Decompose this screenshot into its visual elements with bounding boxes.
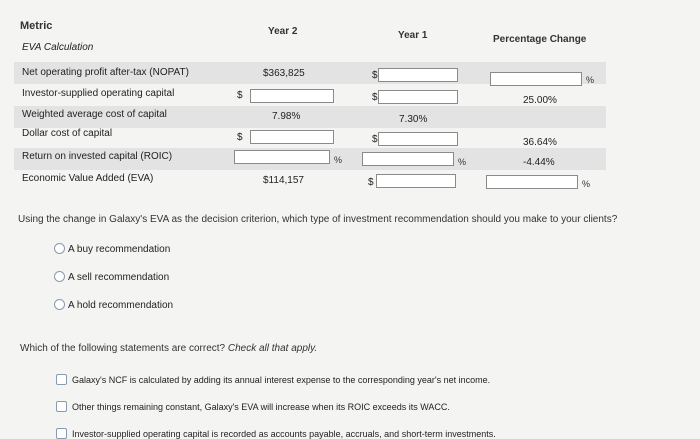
nopat-year1-input[interactable]	[378, 68, 458, 82]
year1-dollar-sign: $	[368, 177, 374, 188]
row-label: Dollar cost of capital	[22, 128, 113, 139]
table-row-nopat	[14, 62, 606, 84]
eva-change-input[interactable]	[486, 175, 578, 189]
metric-header: Metric	[20, 20, 53, 32]
capital-year2-input[interactable]	[250, 89, 334, 103]
question-hint: Check all that apply.	[227, 343, 318, 354]
year2-dollar-sign: $	[237, 90, 243, 101]
year1-percent-sign: %	[458, 157, 467, 167]
table-row-operating-capital	[14, 84, 606, 106]
change-header: Percentage Change	[493, 34, 587, 45]
statement-3-label[interactable]: Investor-supplied operating capital is recorded as accounts payable, accruals, and short-term investments.	[72, 429, 496, 439]
statement-2-label[interactable]: Other things remaining constant, Galaxy's EVA will increase when its ROIC exceeds its WACC.	[72, 402, 450, 412]
option-buy-label[interactable]: A buy recommendation	[68, 244, 171, 255]
year2-value: $363,825	[263, 68, 305, 79]
year2-dollar-sign: $	[237, 132, 243, 143]
year2-percent-sign: %	[334, 155, 343, 165]
dollar-cost-year2-input[interactable]	[250, 130, 334, 144]
year2-value: 7.98%	[272, 111, 301, 122]
table-row-eva	[14, 170, 606, 192]
roic-year2-input[interactable]	[234, 150, 330, 164]
option-sell-label[interactable]: A sell recommendation	[68, 272, 170, 283]
year2-value: $114,157	[263, 175, 304, 186]
table-row-roic	[14, 148, 606, 170]
question-eva-recommendation: Using the change in Galaxy's EVA as the decision criterion, which type of investment recommendation should you make to your clients?	[18, 214, 618, 225]
change-value: -4.44%	[523, 157, 555, 168]
change-percent-sign: %	[586, 75, 595, 85]
table-row-wacc	[14, 106, 606, 128]
option-hold-label[interactable]: A hold recommendation	[68, 300, 174, 311]
capital-year1-input[interactable]	[378, 90, 458, 104]
year1-dollar-sign: $	[372, 70, 378, 81]
change-percent-sign: %	[582, 179, 591, 189]
row-label: Investor-supplied operating capital	[22, 88, 175, 99]
roic-year1-input[interactable]	[362, 152, 454, 166]
section-label: EVA Calculation	[22, 42, 94, 53]
radio-hold[interactable]	[54, 299, 65, 310]
year1-dollar-sign: $	[372, 134, 378, 145]
row-label: Weighted average cost of capital	[22, 109, 167, 120]
row-label: Net operating profit after-tax (NOPAT)	[22, 67, 189, 78]
year1-header: Year 1	[398, 30, 428, 41]
change-value: 25.00%	[523, 95, 557, 106]
radio-sell[interactable]	[54, 271, 65, 282]
checkbox-statement-2[interactable]	[56, 401, 67, 412]
eva-year1-input[interactable]	[376, 174, 456, 188]
change-value: 36.64%	[523, 137, 557, 148]
dollar-cost-year1-input[interactable]	[378, 132, 458, 146]
radio-buy[interactable]	[54, 243, 65, 254]
row-label: Return on invested capital (ROIC)	[22, 151, 173, 162]
table-row-dollar-cost	[14, 128, 606, 150]
row-label: Economic Value Added (EVA)	[22, 173, 154, 184]
checkbox-statement-1[interactable]	[56, 374, 67, 385]
statement-1-label[interactable]: Galaxy's NCF is calculated by adding its annual interest expense to the corresponding year's net income.	[72, 375, 491, 385]
question-text: Which of the following statements are correct?	[20, 343, 226, 354]
question-correct-statements	[20, 343, 317, 354]
year2-header: Year 2	[268, 26, 298, 37]
checkbox-statement-3[interactable]	[56, 428, 67, 439]
year1-dollar-sign: $	[372, 92, 378, 103]
year1-value: 7.30%	[399, 114, 428, 125]
